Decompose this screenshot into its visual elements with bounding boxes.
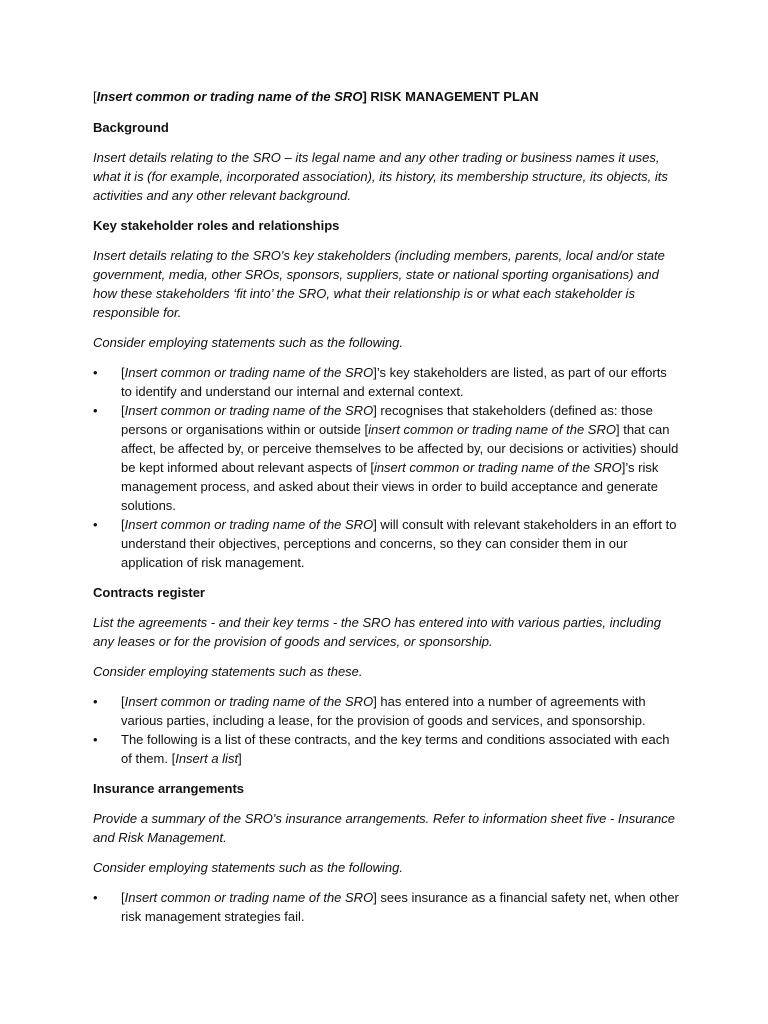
- title-placeholder: Insert common or trading name of the SRO: [96, 89, 363, 104]
- list-item: • [Insert common or trading name of the SRO]’s key stakeholders are listed, as part of our efforts to identify and understand our internal and external context.: [93, 363, 679, 401]
- placeholder: Insert common or trading name of the SRO: [124, 694, 374, 709]
- insurance-bullet-list: [93, 888, 679, 926]
- insurance-instructions: Provide a summary of the SRO's insurance arrangements. Refer to information sheet five - Insurance and Risk Management.: [93, 811, 675, 845]
- title-close-bracket: ]: [362, 89, 367, 104]
- bullet-text: will consult with relevant stakeholders in an effort to understand their objectives, perceptions and concerns, so they can consider them in our application of risk management.: [121, 517, 677, 570]
- document-title: [93, 87, 679, 106]
- bullet-text: sees insurance as a financial safety net, when other risk management strategies fail.: [121, 890, 679, 924]
- placeholder: Insert common or trading name of the SRO: [124, 517, 374, 532]
- heading-stakeholders: Key stakeholder roles and relationships: [93, 218, 340, 233]
- title-open-bracket: [: [93, 89, 97, 104]
- list-item: • [Insert common or trading name of the SRO] has entered into a number of agreements with various parties, including a lease, for the provision of goods and services, and sponsorship.: [93, 692, 679, 730]
- contracts-bullet-list: [93, 692, 679, 768]
- heading-background: Background: [93, 120, 169, 135]
- placeholder: Insert a list: [175, 751, 239, 766]
- placeholder: Insert common or trading name of the SRO: [124, 890, 374, 905]
- placeholder: Insert common or trading name of the SRO: [124, 403, 374, 418]
- list-item: • [Insert common or trading name of the SRO] sees insurance as a financial safety net, when other risk management strategies fail.: [93, 888, 679, 926]
- stakeholders-instructions: Insert details relating to the SRO's key stakeholders (including members, parents, local and/or state government, media, other SROs, sponsors, suppliers, state or national sporting organisations) and how these stakeholders ‘fit into’ the SRO, what their relationship is or what each stakeholder is responsible for.: [93, 248, 665, 320]
- stakeholders-consider: Consider employing statements such as the following.: [93, 335, 403, 350]
- bullet-text: ’s key stakeholders are listed, as part of our efforts to identify and understand our internal and external context.: [121, 365, 667, 399]
- bullet-text: ]: [238, 751, 242, 766]
- bullet-text: has entered into a number of agreements with various parties, including a lease, for the provision of goods and services, and sponsorship.: [121, 694, 646, 728]
- background-instructions: Insert details relating to the SRO – its legal name and any other trading or business names it uses, what it is (for example, incorporated association), its history, its membership structure, its objects, its activities and any other relevant background.: [93, 150, 668, 203]
- list-item: [93, 730, 679, 768]
- placeholder: insert common or trading name of the SRO: [368, 422, 616, 437]
- contracts-instructions: List the agreements - and their key terms - the SRO has entered into with various parties, including any leases or for the provision of goods and services, or sponsorship.: [93, 615, 661, 649]
- placeholder: insert common or trading name of the SRO: [373, 460, 622, 475]
- title-text: RISK MANAGEMENT PLAN: [366, 89, 539, 104]
- bullet-text: The following is a list of these contracts, and the key terms and conditions associated with each of them. [: [121, 732, 670, 766]
- contracts-consider: Consider employing statements such as these.: [93, 664, 363, 679]
- bullet-text: recognises that stakeholders (defined as: those persons or organisations within or outside [: [121, 403, 653, 437]
- heading-insurance: Insurance arrangements: [93, 781, 245, 796]
- document-page: [93, 87, 679, 937]
- list-item: • [Insert common or trading name of the SRO] will consult with relevant stakeholders in an effort to understand their objectives, perceptions and concerns, so they can consider them in our application of risk management.: [93, 515, 679, 572]
- stakeholders-bullet-list: [93, 363, 679, 572]
- list-item: • [Insert common or trading name of the SRO] recognises that stakeholders (defined as: those persons or organisations within or outside [insert common or trading name of the SRO] that can affect, be affected by, or perceive themselves to be affected by, our decisions or activities) should be kept informed about relevant aspects of [insert common or trading name of the SRO]’s risk management process, and asked about their views in order to build acceptance and generate solutions.: [93, 401, 679, 515]
- heading-contracts: Contracts register: [93, 585, 205, 600]
- placeholder: Insert common or trading name of the SRO: [124, 365, 374, 380]
- bullet-text: ] that can affect, be affected by, or perceive themselves to be affected by, our decisions or activities) should be kept informed about relevant aspects of [: [121, 422, 679, 475]
- insurance-consider: Consider employing statements such as the following.: [93, 860, 403, 875]
- bullet-text: ]’s risk management process, and asked about their views in order to build acceptance and generate solutions.: [121, 460, 659, 513]
